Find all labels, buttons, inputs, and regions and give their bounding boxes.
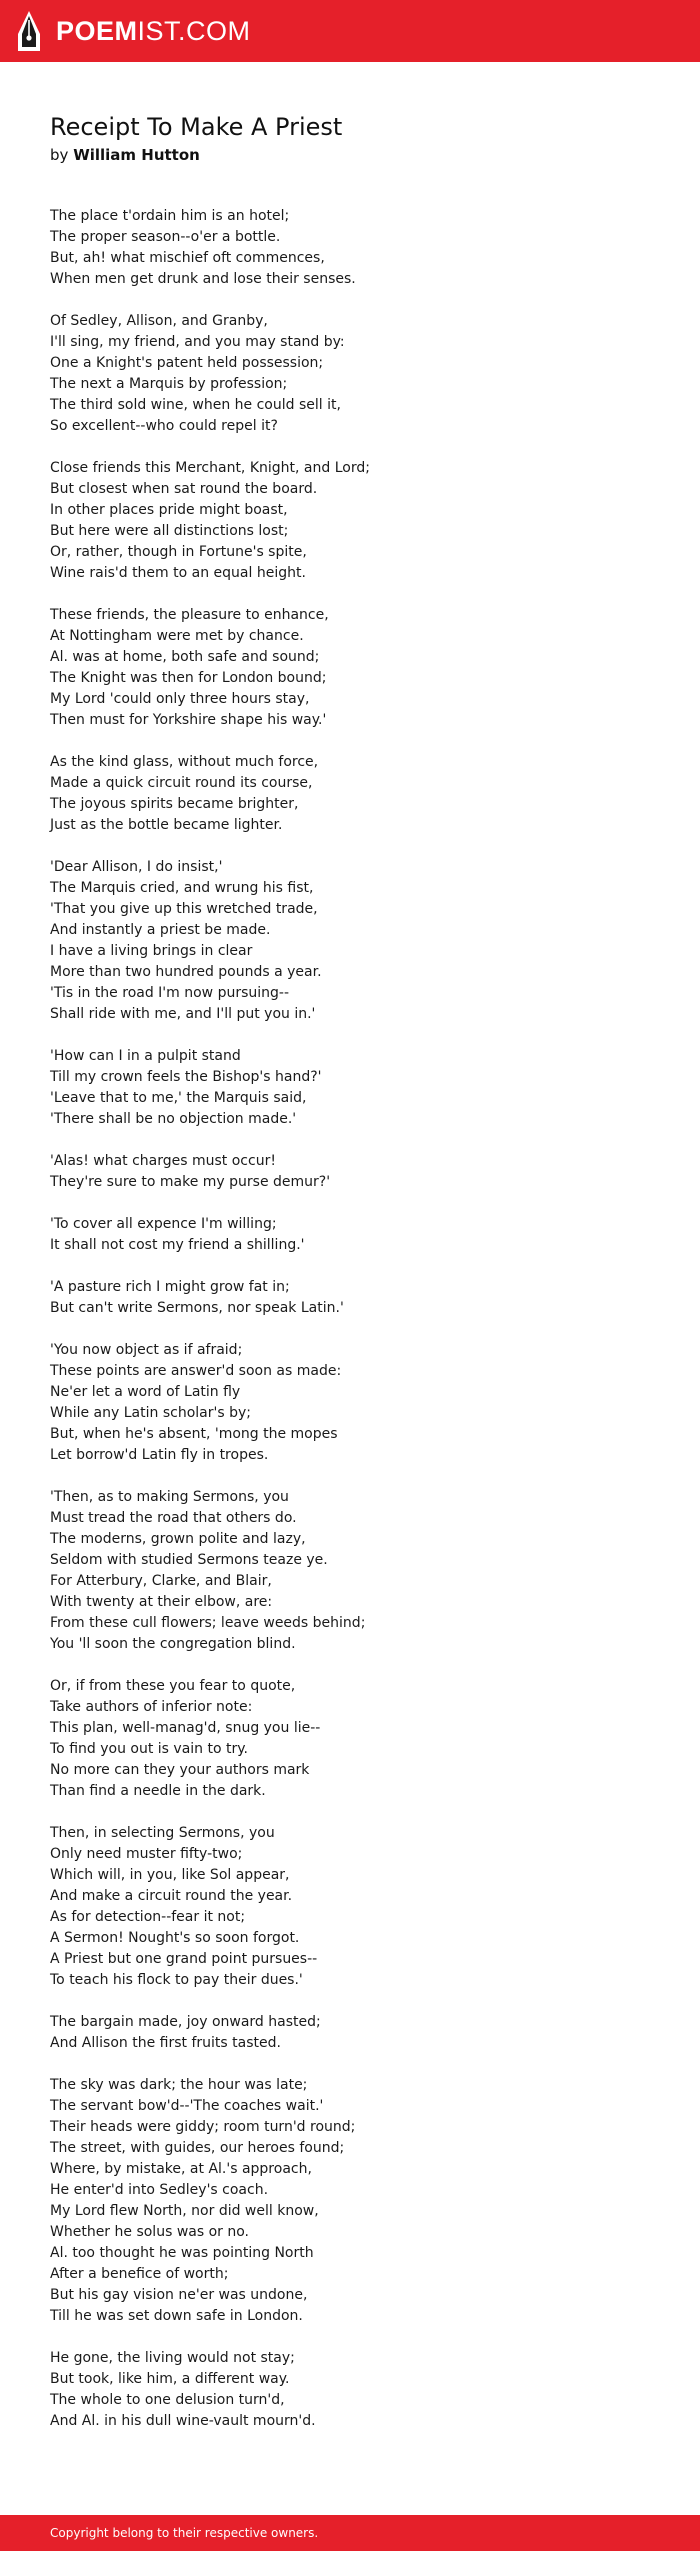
poem-line: For Atterbury, Clarke, and Blair, — [50, 1573, 272, 1589]
poem-line: But his gay vision ne'er was undone, — [50, 2287, 308, 2303]
poem-stanza — [50, 458, 650, 584]
poem-line: 'You now object as if afraid; — [50, 1342, 243, 1358]
poem-line: Al. too thought he was pointing North — [50, 2245, 314, 2261]
poem-line: To teach his flock to pay their dues.' — [50, 1972, 303, 1988]
poem-line: And Allison the first fruits tasted. — [50, 2035, 281, 2051]
poem-line: Made a quick circuit round its course, — [50, 775, 313, 791]
poem-line: 'Leave that to me,' the Marquis said, — [50, 1090, 307, 1106]
poem-line: I have a living brings in clear — [50, 943, 253, 959]
poem-line: You 'll soon the congregation blind. — [50, 1636, 296, 1652]
poem-line: The moderns, grown polite and lazy, — [50, 1531, 306, 1547]
poem-line: 'To cover all expence I'm willing; — [50, 1216, 277, 1232]
poem-stanza — [50, 1151, 650, 1193]
poem-line: He gone, the living would not stay; — [50, 2350, 295, 2366]
poem-line: With twenty at their elbow, are: — [50, 1594, 273, 1610]
poem-line: 'How can I in a pulpit stand — [50, 1048, 241, 1064]
site-logo[interactable] — [16, 10, 251, 52]
poem-line: But, ah! what mischief oft commences, — [50, 250, 325, 266]
copyright-text: Copyright belong to their respective owners. — [50, 2526, 319, 2540]
logo-text-light: IST.COM — [137, 16, 251, 46]
poem-stanza — [50, 1823, 650, 1991]
poem-line: I'll sing, my friend, and you may stand by: — [50, 334, 345, 350]
poem-stanza — [50, 1046, 650, 1130]
poem-stanza — [50, 1487, 650, 1655]
poem-line: The next a Marquis by profession; — [50, 376, 288, 392]
poem-line: Al. was at home, both safe and sound; — [50, 649, 320, 665]
poem-line: Seldom with studied Sermons teaze ye. — [50, 1552, 328, 1568]
poem-line: 'There shall be no objection made.' — [50, 1111, 297, 1127]
poem-line: Which will, in you, like Sol appear, — [50, 1867, 290, 1883]
poem-stanza — [50, 752, 650, 836]
poem-line: A Sermon! Nought's so soon forgot. — [50, 1930, 300, 1946]
poem-line: One a Knight's patent held possession; — [50, 355, 324, 371]
poem-line: While any Latin scholar's by; — [50, 1405, 251, 1421]
poem-line: So excellent--who could repel it? — [50, 418, 278, 434]
poem-line: And Al. in his dull wine-vault mourn'd. — [50, 2413, 316, 2429]
poem-stanza — [50, 2012, 650, 2054]
poem-line: The servant bow'd--'The coaches wait.' — [50, 2098, 324, 2114]
poem-line: Where, by mistake, at Al.'s approach, — [50, 2161, 312, 2177]
poem-line: As for detection--fear it not; — [50, 1909, 246, 1925]
poem-line: Or, rather, though in Fortune's spite, — [50, 544, 307, 560]
poem-line: The sky was dark; the hour was late; — [50, 2077, 308, 2093]
poem-line: The third sold wine, when he could sell it, — [50, 397, 341, 413]
poem-line: Must tread the road that others do. — [50, 1510, 297, 1526]
poem-stanza — [50, 605, 650, 731]
poem-line: More than two hundred pounds a year. — [50, 964, 322, 980]
poem-line: But can't write Sermons, nor speak Latin.' — [50, 1300, 344, 1316]
poem-line: 'Dear Allison, I do insist,' — [50, 859, 223, 875]
poem-line: These points are answer'd soon as made: — [50, 1363, 342, 1379]
poem-title: Receipt To Make A Priest — [50, 113, 343, 141]
poem-line: 'Alas! what charges must occur! — [50, 1153, 276, 1169]
poem-line: No more can they your authors mark — [50, 1762, 310, 1778]
poem-line: When men get drunk and lose their senses. — [50, 271, 356, 287]
poem-line: A Priest but one grand point pursues-- — [50, 1951, 318, 1967]
poem-line: Let borrow'd Latin fly in tropes. — [50, 1447, 269, 1463]
by-label: by — [50, 146, 69, 164]
poem-line: My Lord 'could only three hours stay, — [50, 691, 310, 707]
poem-line: It shall not cost my friend a shilling.' — [50, 1237, 305, 1253]
poem-stanza — [50, 2348, 650, 2432]
poem-line: Till he was set down safe in London. — [50, 2308, 303, 2324]
poem-line: Or, if from these you fear to quote, — [50, 1678, 296, 1694]
poem-body — [50, 206, 650, 2432]
poem-line: 'Tis in the road I'm now pursuing-- — [50, 985, 290, 1001]
poem-line: Whether he solus was or no. — [50, 2224, 250, 2240]
poem-line: Than find a needle in the dark. — [50, 1783, 266, 1799]
pen-nib-icon — [16, 10, 42, 52]
poem-stanza — [50, 1676, 650, 1802]
poem-stanza — [50, 206, 650, 290]
poem-line: The Knight was then for London bound; — [50, 670, 327, 686]
poem-line: 'Then, as to making Sermons, you — [50, 1489, 289, 1505]
poem-line: Of Sedley, Allison, and Granby, — [50, 313, 268, 329]
poem-stanza — [50, 857, 650, 1025]
poem-line: The proper season--o'er a bottle. — [50, 229, 281, 245]
poem-line: Shall ride with me, and I'll put you in.' — [50, 1006, 316, 1022]
poem-line: 'A pasture rich I might grow fat in; — [50, 1279, 290, 1295]
poem-stanza — [50, 1277, 650, 1319]
poem-line: And instantly a priest be made. — [50, 922, 271, 938]
poem-line: At Nottingham were met by chance. — [50, 628, 304, 644]
poem-line: But closest when sat round the board. — [50, 481, 318, 497]
site-logo-text — [56, 10, 251, 52]
poem-byline — [50, 144, 650, 166]
poem-line: My Lord flew North, nor did well know, — [50, 2203, 319, 2219]
poem-line: 'That you give up this wretched trade, — [50, 901, 318, 917]
poem-line: But, when he's absent, 'mong the mopes — [50, 1426, 338, 1442]
poem-line: The place t'ordain him is an hotel; — [50, 208, 290, 224]
poem-stanza — [50, 1214, 650, 1256]
poem-line: They're sure to make my purse demur?' — [50, 1174, 331, 1190]
poem-line: To find you out is vain to try. — [50, 1741, 248, 1757]
poem-line: After a benefice of worth; — [50, 2266, 229, 2282]
poem-line: But here were all distinctions lost; — [50, 523, 289, 539]
poem-line: Take authors of inferior note: — [50, 1699, 253, 1715]
poem-line: Till my crown feels the Bishop's hand?' — [50, 1069, 322, 1085]
poem-stanza — [50, 1340, 650, 1466]
poem-content — [50, 112, 650, 2453]
author-name: William Hutton — [73, 146, 200, 164]
poem-line: Wine rais'd them to an equal height. — [50, 565, 306, 581]
poem-line: But took, like him, a different way. — [50, 2371, 290, 2387]
poem-line: And make a circuit round the year. — [50, 1888, 293, 1904]
poem-line: The bargain made, joy onward hasted; — [50, 2014, 321, 2030]
poem-line: Close friends this Merchant, Knight, and Lord; — [50, 460, 370, 476]
poem-stanza — [50, 311, 650, 437]
site-footer — [0, 2515, 700, 2551]
poem-line: Then must for Yorkshire shape his way.' — [50, 712, 327, 728]
poem-line: As the kind glass, without much force, — [50, 754, 319, 770]
poem-line: Then, in selecting Sermons, you — [50, 1825, 275, 1841]
poem-line: Just as the bottle became lighter. — [50, 817, 283, 833]
logo-text-bold: POEM — [56, 16, 138, 46]
poem-line: Ne'er let a word of Latin fly — [50, 1384, 241, 1400]
site-header — [0, 0, 700, 62]
poem-line: This plan, well-manag'd, snug you lie-- — [50, 1720, 321, 1736]
poem-line: Their heads were giddy; room turn'd round; — [50, 2119, 356, 2135]
poem-line: The street, with guides, our heroes found; — [50, 2140, 345, 2156]
poem-line: The joyous spirits became brighter, — [50, 796, 299, 812]
poem-line: Only need muster fifty-two; — [50, 1846, 243, 1862]
poem-line: He enter'd into Sedley's coach. — [50, 2182, 269, 2198]
poem-line: The whole to one delusion turn'd, — [50, 2392, 285, 2408]
poem-stanza — [50, 2075, 650, 2327]
poem-line: The Marquis cried, and wrung his fist, — [50, 880, 314, 896]
poem-line: In other places pride might boast, — [50, 502, 288, 518]
poem-line: From these cull flowers; leave weeds behind; — [50, 1615, 366, 1631]
poem-line: These friends, the pleasure to enhance, — [50, 607, 329, 623]
